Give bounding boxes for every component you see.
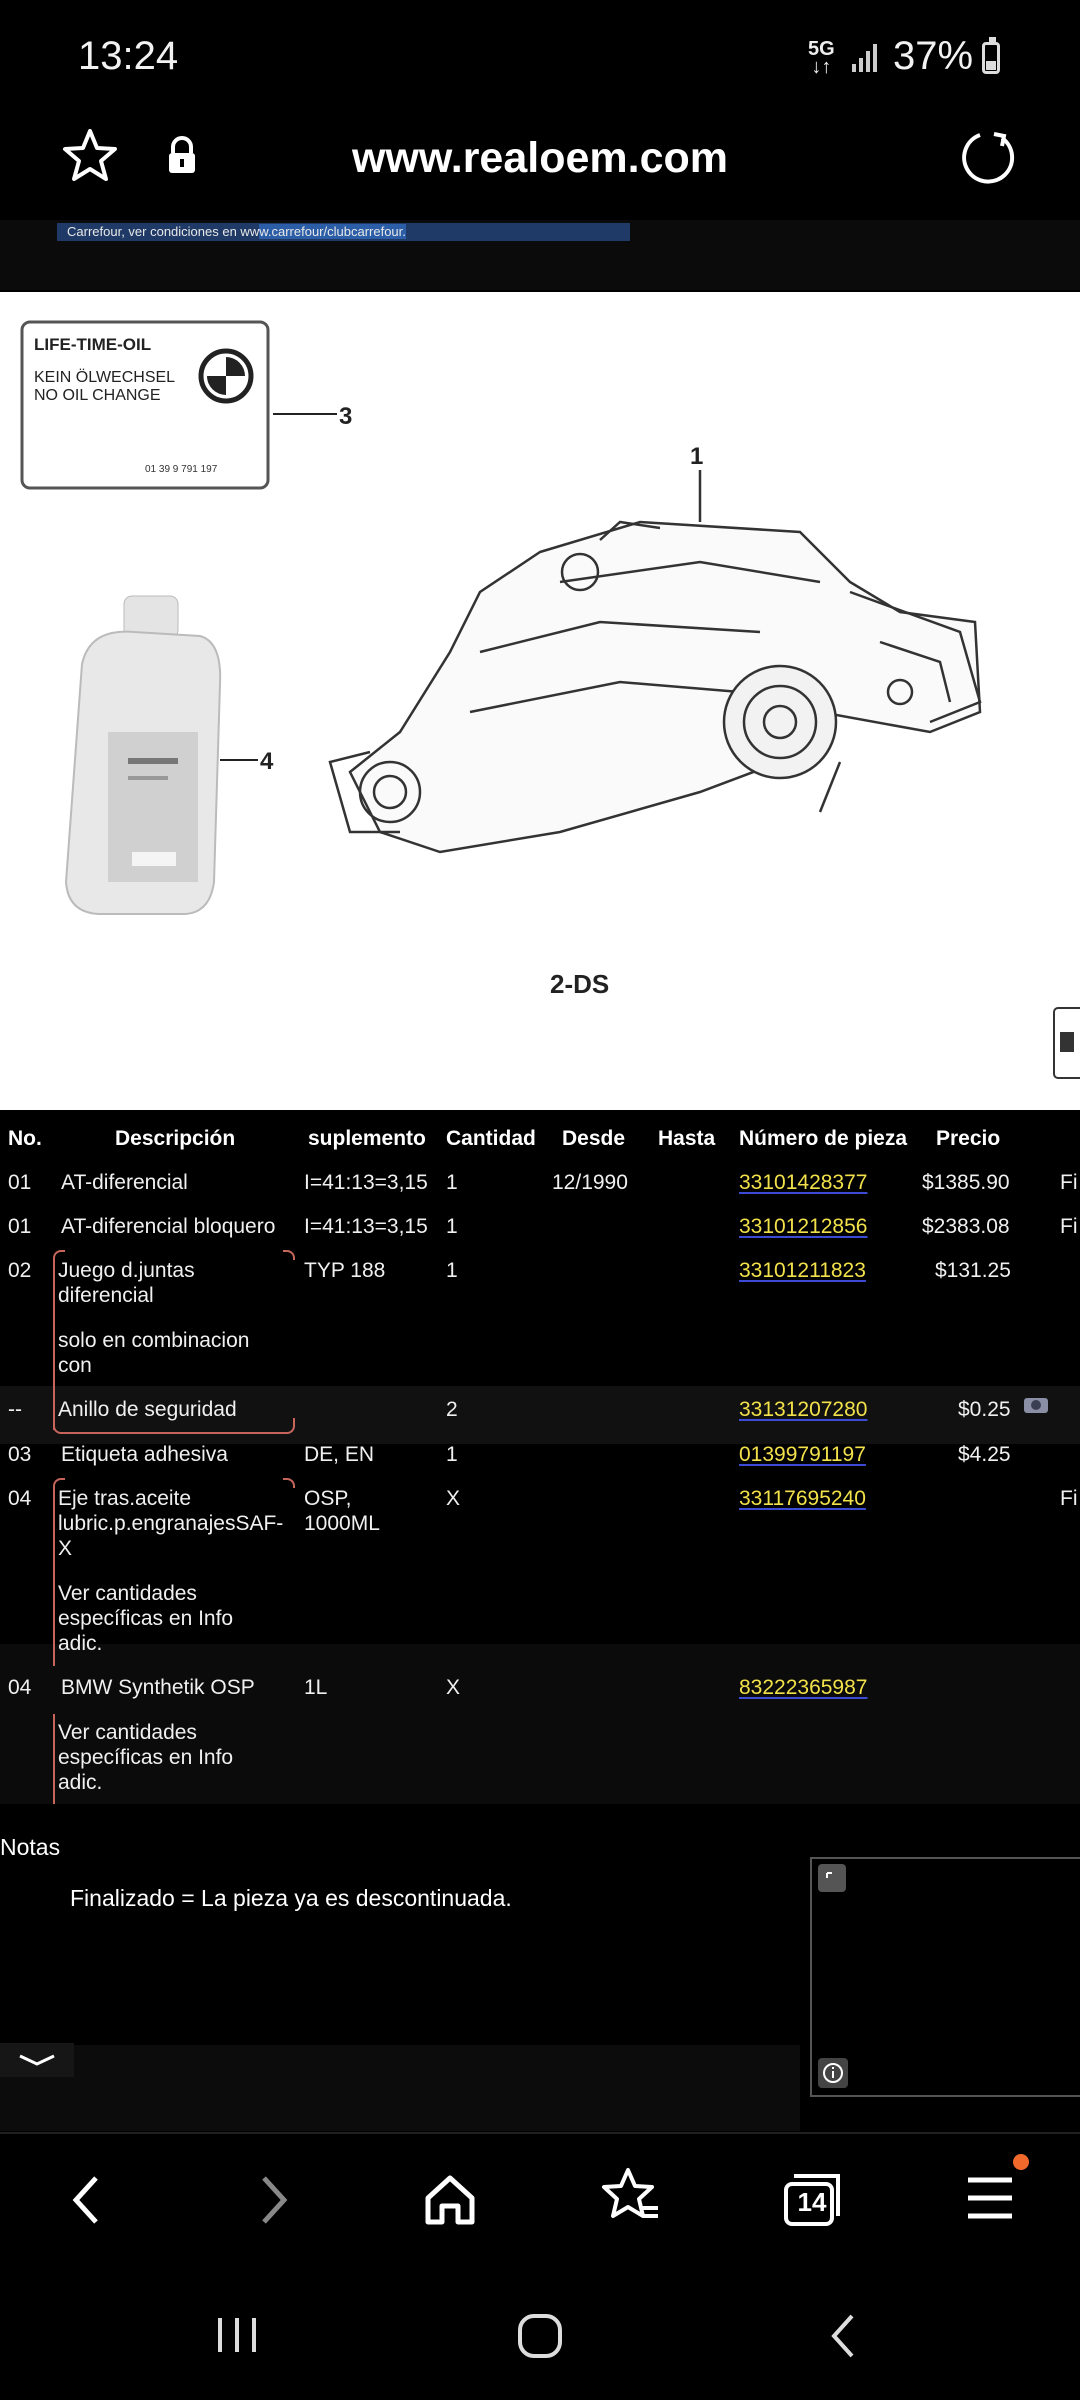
diagram-side-widget-mark <box>1060 1032 1074 1052</box>
video-close-button[interactable] <box>818 1864 846 1892</box>
home-nav-icon[interactable] <box>512 2308 568 2364</box>
collapse-button[interactable] <box>0 2043 74 2077</box>
home-icon[interactable] <box>420 2170 480 2230</box>
video-player[interactable] <box>810 1857 1080 2097</box>
row-no: 04 <box>8 1676 32 1699</box>
col-header-supp: suplemento <box>308 1127 426 1150</box>
row-desc: Etiqueta adhesiva <box>61 1443 228 1466</box>
signal-icon <box>852 40 884 72</box>
oil-label-box <box>22 322 268 488</box>
row-note: Ver cantidades específicas en Info adic. <box>58 1721 234 1794</box>
banner-ad[interactable] <box>57 223 630 241</box>
expand-icon <box>818 1864 846 1892</box>
row-extra: Fi <box>1060 1215 1078 1238</box>
battery-percent: 37% <box>893 34 974 78</box>
row-qty: 1 <box>446 1443 458 1466</box>
network-indicator <box>808 40 835 76</box>
data-arrows-icon: ↓↑ <box>811 56 832 78</box>
col-header-qty: Cantidad <box>446 1127 536 1150</box>
row-supp: OSP, 1000ML <box>304 1487 380 1535</box>
label-number: 01 39 9 791 197 <box>145 464 218 475</box>
oil-bottle-illustration <box>66 596 220 914</box>
part-number-link[interactable]: 01399791197 <box>739 1443 866 1466</box>
row-no: 02 <box>8 1259 32 1282</box>
differential-illustration <box>330 443 980 852</box>
label-line1: KEIN ÖLWECHSEL <box>34 369 176 386</box>
row-supp: TYP 188 <box>304 1259 386 1282</box>
row-no: 04 <box>8 1487 32 1510</box>
browser-toolbar <box>0 2132 1080 2274</box>
row-extra: Fi <box>1060 1487 1078 1510</box>
reload-icon[interactable] <box>958 128 1018 188</box>
part-number-link[interactable]: 33101212856 <box>739 1215 868 1238</box>
banner-text-b: w.carrefour/clubcarrefour. <box>259 224 406 239</box>
notes-text: Finalizado = La pieza ya es descontinuada. <box>70 1885 512 1911</box>
back-icon[interactable] <box>64 2170 112 2230</box>
col-header-from: Desde <box>562 1127 626 1150</box>
row-qty: 2 <box>446 1398 458 1421</box>
camera-icon[interactable] <box>1022 1393 1050 1415</box>
label-line2: NO OIL CHANGE <box>34 387 161 404</box>
bmw-logo-icon <box>201 351 251 401</box>
row-desc: Anillo de seguridad <box>58 1398 237 1421</box>
callout-4: 4 <box>260 748 274 775</box>
part-number-link[interactable]: 83222365987 <box>739 1676 868 1699</box>
menu-icon[interactable] <box>964 2170 1016 2226</box>
col-header-price: Precio <box>936 1127 1001 1150</box>
col-header-no: No. <box>8 1127 42 1150</box>
row-desc: Juego d.juntas diferencial <box>58 1259 195 1307</box>
label-title: LIFE-TIME-OIL <box>34 335 152 354</box>
row-desc: BMW Synthetik OSP <box>61 1676 255 1699</box>
callout-3: 3 <box>339 403 353 430</box>
diagram-caption: 2-DS <box>550 969 610 999</box>
row-desc: Eje tras.aceite lubric.p.engranajesSAF-X <box>58 1487 284 1560</box>
banner-text-a: Carrefour, ver condiciones en ww <box>67 224 260 239</box>
row-price: $131.25 <box>935 1259 1011 1282</box>
battery-level <box>986 61 996 70</box>
row-no: 01 <box>8 1215 32 1238</box>
row-no: -- <box>8 1398 22 1421</box>
col-header-part: Número de pieza <box>739 1127 908 1150</box>
row-price: $0.25 <box>958 1398 1011 1421</box>
row-qty: X <box>446 1487 461 1510</box>
row-price: $2383.08 <box>922 1215 1010 1238</box>
row-desc: AT-diferencial bloquero <box>61 1215 276 1238</box>
row-qty: 1 <box>446 1171 458 1194</box>
row-extra: Fi <box>1060 1171 1078 1194</box>
info-icon <box>818 2058 848 2088</box>
row-supp: I=41:13=3,15 <box>304 1215 428 1238</box>
row-supp: I=41:13=3,15 <box>304 1171 428 1194</box>
row-no: 03 <box>8 1443 32 1466</box>
notification-dot <box>1013 2154 1029 2170</box>
row-supp: DE, EN <box>304 1443 375 1466</box>
col-header-desc: Descripción <box>115 1127 236 1150</box>
callout-1: 1 <box>690 443 704 470</box>
notes-title: Notas <box>0 1834 61 1860</box>
col-header-to: Hasta <box>658 1127 716 1150</box>
status-time: 13:24 <box>78 34 179 78</box>
row-price: $4.25 <box>958 1443 1011 1466</box>
tabs-count: 14 <box>797 2187 827 2217</box>
row-from: 12/1990 <box>552 1171 628 1194</box>
parts-diagram <box>0 292 1080 1110</box>
row-price: $1385.90 <box>922 1171 1010 1194</box>
network-type: 5G <box>808 38 835 60</box>
row-desc: AT-diferencial <box>61 1171 188 1194</box>
recents-icon[interactable] <box>212 2310 262 2360</box>
ad-strip <box>0 2045 800 2131</box>
url-text[interactable]: www.realoem.com <box>352 134 728 182</box>
row-qty: X <box>446 1676 461 1699</box>
video-info-button[interactable] <box>818 2058 848 2088</box>
forward-icon[interactable] <box>248 2170 296 2230</box>
battery-icon <box>982 42 1000 74</box>
back-nav-icon[interactable] <box>822 2308 866 2364</box>
bookmarks-icon[interactable] <box>600 2164 662 2226</box>
chevron-down-icon <box>0 2043 74 2077</box>
row-note: Ver cantidades específicas en Info adic. <box>58 1582 234 1655</box>
row-qty: 1 <box>446 1259 458 1282</box>
part-number-link[interactable]: 33131207280 <box>739 1398 868 1421</box>
row-note: solo en combinacion con <box>58 1329 250 1377</box>
row-supp: 1L <box>304 1676 328 1699</box>
part-number-link[interactable]: 33101211823 <box>739 1259 866 1282</box>
part-number-link[interactable]: 33101428377 <box>739 1171 868 1194</box>
row-no: 01 <box>8 1171 32 1194</box>
row-qty: 1 <box>446 1215 458 1238</box>
part-number-link[interactable]: 33117695240 <box>739 1487 866 1510</box>
